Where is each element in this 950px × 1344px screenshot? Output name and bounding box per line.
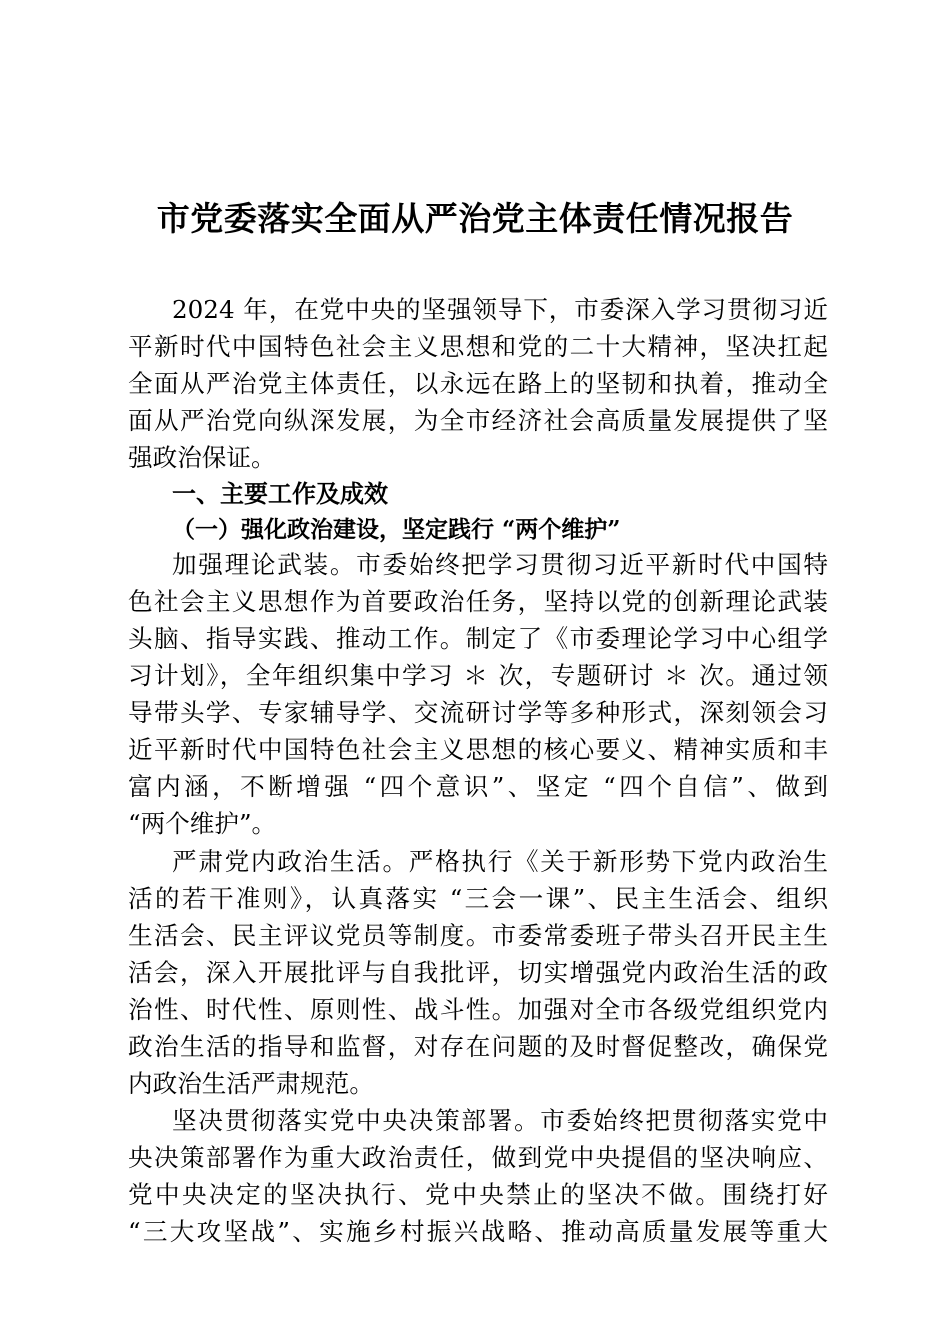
paragraph-line: 面从严治党向纵深发展，为全市经济社会高质量发展提供了坚 xyxy=(128,406,828,435)
paragraph-line: 央决策部署作为重大政治责任，做到党中央提倡的坚决响应、 xyxy=(128,1143,828,1172)
subsection-heading: （一）强化政治建设，坚定践行 “两个维护” xyxy=(172,516,621,543)
paragraph-line: 导带头学、专家辅导学、交流研讨学等多种形式，深刻领会习 xyxy=(128,698,828,727)
paragraph-line: 政治生活的指导和监督，对存在问题的及时督促整改，确保党 xyxy=(128,1032,828,1061)
paragraph-line: 色社会主义思想作为首要政治任务，坚持以党的创新理论武装 xyxy=(128,587,828,616)
section-heading: 一、主要工作及成效 xyxy=(172,480,388,508)
paragraph-line: 坚决贯彻落实党中央决策部署。市委始终把贯彻落实党中 xyxy=(172,1106,828,1135)
document-title: 市党委落实全面从严治党主体责任情况报告 xyxy=(156,199,794,238)
paragraph-line: 生活会、民主评议党员等制度。市委常委班子带头召开民主生 xyxy=(128,921,828,950)
paragraph-line: 富内涵，不断增强 “四个意识”、坚定 “四个自信”、做到 xyxy=(128,772,828,801)
paragraph-line: 全面从严治党主体责任，以永远在路上的坚韧和执着，推动全 xyxy=(128,369,828,398)
paragraph-line: 活会，深入开展批评与自我批评，切实增强党内政治生活的政 xyxy=(128,958,828,987)
paragraph-line: 平新时代中国特色社会主义思想和党的二十大精神，坚决扛起 xyxy=(128,332,828,361)
paragraph-line: 强政治保证。 xyxy=(128,443,276,472)
paragraph-line: 活的若干准则》，认真落实 “三会一课”、民主生活会、组织 xyxy=(128,884,828,913)
paragraph-line: 习计划》，全年组织集中学习 ＊ 次，专题研讨 ＊ 次。通过领 xyxy=(128,661,828,690)
paragraph-line: 党中央决定的坚决执行、党中央禁止的坚决不做。围绕打好 xyxy=(128,1180,828,1209)
paragraph-line: 2024 年，在党中央的坚强领导下，市委深入学习贯彻习近 xyxy=(172,295,828,324)
paragraph-line: 近平新时代中国特色社会主义思想的核心要义、精神实质和丰 xyxy=(128,735,828,764)
paragraph-line: 加强理论武装。市委始终把学习贯彻习近平新时代中国特 xyxy=(172,550,828,579)
paragraph-line: “两个维护”。 xyxy=(128,809,277,838)
paragraph-line: 头脑、指导实践、推动工作。制定了《市委理论学习中心组学 xyxy=(128,624,828,653)
paragraph-line: 治性、时代性、原则性、战斗性。加强对全市各级党组织党内 xyxy=(128,995,828,1024)
paragraph-line: “三大攻坚战”、实施乡村振兴战略、推动高质量发展等重大 xyxy=(128,1217,828,1246)
paragraph-line: 内政治生活严肃规范。 xyxy=(128,1069,374,1098)
paragraph-line: 严肃党内政治生活。严格执行《关于新形势下党内政治生 xyxy=(172,847,828,876)
